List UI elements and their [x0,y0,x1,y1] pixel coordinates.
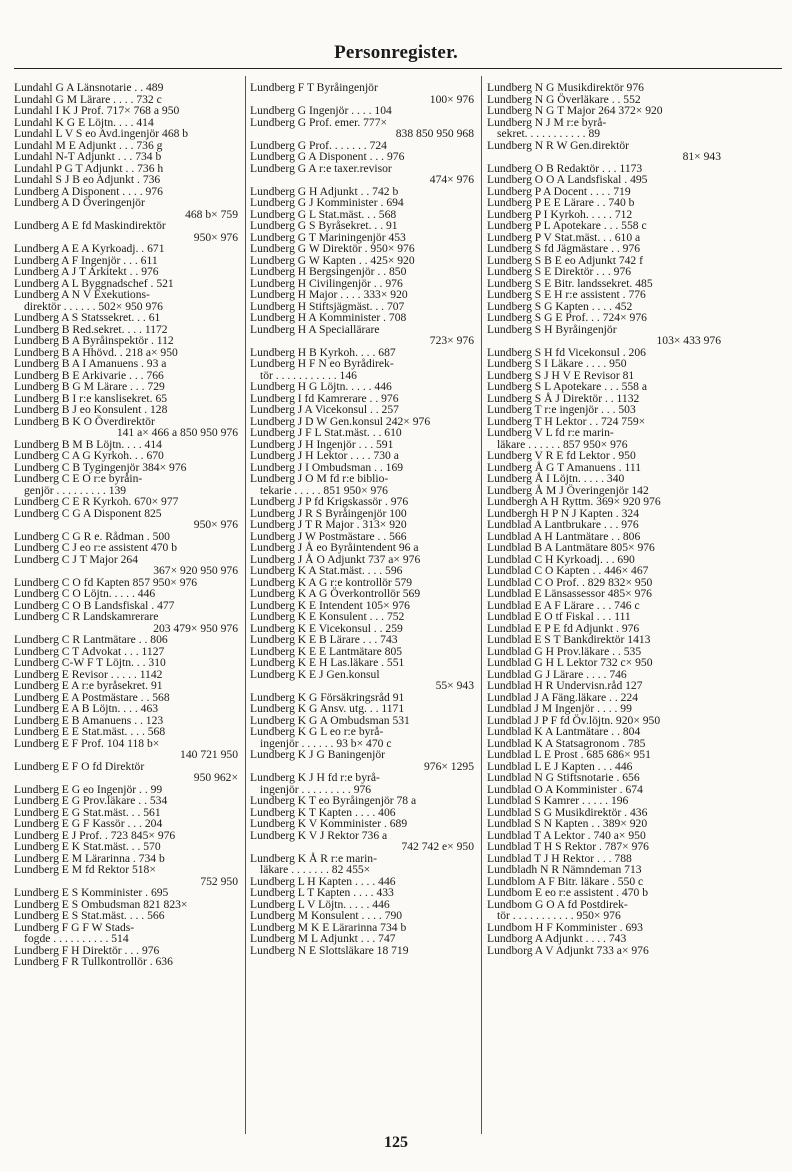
register-entry: Lundberg S fd Jägmästare . . 976 [487,242,641,255]
register-entry: Lundberg C O Löjtn. . . . . 446 [14,587,156,600]
register-entry: Lundberg G A Disponent . . . 976 [250,150,405,163]
entry-page-refs: 140 721 950 [180,748,238,761]
register-entry: Lundberg H G Löjtn. . . . . 446 [250,380,392,393]
register-entry: Lundberg E A B Löjtn. . . . 463 [14,702,159,715]
register-entry: Lundberg B K O Överdirektör [14,414,155,428]
register-entry: Lundberg A F Ingenjör . . . 611 [14,253,158,267]
register-entry: Lundberg C G R e. Rådman . 500 [14,529,170,543]
register-entry: Lundberg M K E Lärarinna 734 b [250,920,407,934]
register-entry: Lundberg J H Lektor . . . . 730 a [250,449,399,462]
register-entry: Lundberg B A Byråinspektör . 112 [14,334,174,347]
register-entry: Lundberg K E H Las.läkare . 551 [250,656,405,669]
register-entry: Lundblad O A Komminister . 674 [487,782,643,796]
entry-page-refs: 103× 433 976 [656,334,721,347]
register-entry: Lundberg Å I Löjtn. . . . . 340 [487,472,625,485]
register-entry: Lundahl P G T Adjunkt . . 736 h [14,161,164,175]
register-entry: Lundberg H F N eo Byrådirek- [250,357,394,370]
register-entry: Lundberg J F L Stat.mäst. . . 610 [250,426,402,439]
register-entry: Lundberg P A Docent . . . . 719 [487,184,631,198]
register-entry: Lundberg N G Överläkare . . 552 [487,92,641,106]
register-entry: Lundberg Å G T Amanuens . 111 [487,460,642,474]
register-entry: Lundberg K E E Lantmätare 805 [250,644,403,658]
entry-page-refs: 976× 1295 [423,759,474,773]
register-entry: Lundberg E F O fd Direktör [14,759,145,773]
register-entry: Lundblad T H S Rektor . 787× 976 [487,840,649,853]
register-entry: Lundberg C E R Kyrkoh. 670× 977 [14,495,179,508]
entry-continuation: läkare . . . . . . . 82 455× [260,863,371,876]
register-entry: Lundberg S Å J Direktör . . 1132 [487,391,640,405]
register-entry: Lundberg E S Komminister . 695 [14,886,169,899]
register-entry: Lundberg K E Konsulent . . . 752 [250,610,405,623]
register-entry: Lundblad S Kamrer . . . . . 196 [487,794,629,807]
register-entry: Lundberg E G Stat.mäst. . . 561 [14,805,161,819]
register-entry: Lundberg L T Kapten . . . . 433 [250,886,394,899]
register-entry: Lundberg P I Kyrkoh. . . . . 712 [487,207,633,221]
register-entry: Lundahl N-T Adjunkt . . . 734 b [14,150,162,163]
register-entry: Lundberg E M Lärarinna . 734 b [14,851,165,865]
register-entry: Lundberg G Prof. emer. 777× [250,115,388,129]
register-entry: Lundblom A F Bitr. läkare . 550 c [487,874,644,888]
register-entry: Lundberg E Revisor . . . . . 1142 [14,667,163,681]
register-entry: Lundberg H Stiftsjägmäst. . . 707 [250,299,405,313]
register-entry: Lundahl M E Adjunkt . . . 736 g [14,138,163,152]
entry-continuation: tekarie . . . . . 851 950× 976 [260,483,388,497]
register-entry: Lundberg J R S Byråingenjör 100 [250,506,407,520]
register-entry: Lundberg B E Arkivarie . . . 766 [14,368,164,382]
register-entry: Lundberg B M B Löjtn. . . . 414 [14,437,162,451]
register-entry: Lundblad A Lantbrukare . . . 976 [487,518,639,531]
entry-continuation: läkare . . . . . . 857 950× 976 [497,437,628,451]
register-entry: Lundberg Å M J Överingenjör 142 [487,483,649,497]
register-entry: Lundberg K T Kapten . . . . 406 [250,805,396,819]
register-entry: Lundberg S G E Prof. . . 724× 976 [487,311,647,324]
register-entry: Lundberg A E A Kyrkoadj. . 671 [14,242,165,255]
register-entry: Lundberg K J G Baningenjör [250,748,386,761]
register-entry: Lundberg N R W Gen.direktör [487,138,630,152]
entry-page-refs: 950× 976 [193,518,238,531]
register-entry: Lundblad B A Lantmätare 805× 976 [487,541,655,554]
register-entry: Lundberg N G Musikdirektör 976 [487,82,644,94]
register-entry: Lundberg K E B Lärare . . . 743 [250,633,398,646]
register-entry: Lundberg C R Lantmätare . . 806 [14,633,168,646]
register-entry: Lundblad G J Lärare . . . . 746 [487,667,627,681]
register-entry: Lundberg E K Stat.mäst. . . 570 [14,840,161,853]
register-entry: Lundborg A V Adjunkt 733 a× 976 [487,943,649,957]
register-entry: Lundberg T H Lektor . . 724 759× [487,414,646,428]
register-entry: Lundahl I K J Prof. 717× 768 a 950 [14,104,180,117]
register-entry: Lundberg B J eo Konsulent . 128 [14,403,168,416]
register-entry: Lundberg N E Slottsläkare 18 719 [250,943,409,957]
entry-page-refs: 474× 976 [429,173,474,186]
register-entry: Lundberg V R E fd Lektor . 950 [487,449,636,462]
register-entry: Lundberg E J Prof. . 723 845× 976 [14,828,176,842]
register-entry: Lundberg M Konsulent . . . . 790 [250,909,403,922]
register-entry: Lundberg E G eo Ingenjör . . 99 [14,782,163,796]
register-entry: Lundberg C G A Disponent 825 [14,506,162,520]
register-entry: Lundberg B A Hhövd. . 218 a× 950 [14,345,178,359]
register-entry: Lundblad K A Lantmätare . . 804 [487,725,641,738]
register-entry: Lundberg E G F Kassör . . . 204 [14,817,163,830]
register-entry: Lundblad N G Stiftsnotarie . 656 [487,771,640,784]
register-entry: Lundblad A H Lantmätare . . 806 [487,529,641,543]
register-entry: Lundberg L V Löjtn. . . . . 446 [250,897,390,911]
register-entry: Lundberg K G A Ombudsman 531 [250,713,410,727]
register-entry: Lundblad J M Ingenjör . . . . 99 [487,702,632,715]
register-entry: Lundberg I fd Kamrerare . . 976 [250,391,399,405]
register-entry: Lundberg E M fd Rektor 518× [14,863,156,876]
register-entry: Lundberg H Civilingenjör . . 976 [250,276,403,290]
register-entry: Lundberg O O A Landsfiskal . 495 [487,173,648,186]
register-entry: Lundberg J H Ingenjör . . . 591 [250,437,394,451]
register-entry: Lundberg S H fd Vicekonsul . 206 [487,345,646,359]
register-entry: Lundberg B G M Lärare . . . 729 [14,380,165,393]
register-entry: Lundahl G M Lärare . . . . 732 c [14,92,162,106]
entry-continuation: tör . . . . . . . . . . . 146 [260,368,357,382]
register-entry: Lundblad S G Musikdirektör . 436 [487,805,648,819]
register-entry: Lundberg K V Komminister . 689 [250,817,408,830]
register-entry: Lundberg K G L eo r:e byrå- [250,725,384,738]
register-entry: Lundblad H R Undervisn.råd 127 [487,679,643,692]
register-entry: Lundberg H Major . . . . 333× 920 [250,288,408,301]
register-entry: Lundberg S E H r:e assistent . 776 [487,288,646,301]
register-entry: Lundberg M L Adjunkt . . . 747 [250,932,396,945]
register-entry: Lundberg V L fd r:e marin- [487,426,614,439]
register-entry: Lundberg J W Postmästare . . 566 [250,529,407,543]
register-entry: Lundberg K Å R r:e marin- [250,851,377,865]
register-entry: Lundberg A L Byggnadschef . 521 [14,276,174,290]
register-entry: Lundberg S E Direktör . . . 976 [487,265,632,278]
entry-page-refs: 55× 943 [435,679,474,692]
register-entry: Lundberg J A Vicekonsul . . 257 [250,403,399,416]
register-entry: Lundberg A S Statssekret. . . 61 [14,311,161,324]
entry-page-refs: 838 850 950 968 [395,127,474,140]
register-entry: Lundberg J P fd Krigskassör . 976 [250,495,409,508]
register-entry: Lundberg K A G r:e kontrollör 579 [250,575,413,589]
register-entry: Lundahl K G E Löjtn. . . . 414 [14,115,154,129]
register-entry: Lundblad C O Prof. . 829 832× 950 [487,575,653,589]
register-entry: Lundberg O B Redaktör . . . 1173 [487,161,643,175]
entry-page-refs: 950 962× [193,771,238,784]
register-entry: Lundberg C R Landskamrerare [14,610,159,623]
register-entry: Lundahl G A Länsnotarie . . 489 [14,82,164,94]
entry-continuation: ingenjör . . . . . . . . . 976 [260,782,372,796]
register-entry: Lundberg J D W Gen.konsul 242× 976 [250,414,431,428]
register-entry: Lundberg H Bergsingenjör . . 850 [250,265,407,278]
register-entry: Lundahl S J B eo Adjunkt . 736 [14,173,161,186]
entry-page-refs: 100× 976 [429,92,474,106]
entry-page-refs: 141 a× 466 a 850 950 976 [116,426,238,439]
page-title: Personregister. [334,42,458,63]
register-entry: Lundberg E B Amanuens . . 123 [14,713,164,727]
register-entry: Lundberg F T Byråingenjör [250,82,378,94]
register-entry: Lundberg P E E Lärare . . 740 b [487,196,635,209]
register-entry: Lundberg K J H fd r:e byrå- [250,771,380,784]
register-entry: Lundberg S J H V E Revisor 81 [487,368,635,382]
register-column-3 [487,82,723,1144]
column-divider [481,76,482,1134]
register-entry: Lundberg N J M r:e byrå- [487,115,607,129]
register-entry: Lundberg E S Stat.mäst. . . . 566 [14,909,165,922]
register-entry: Lundberg J Å O Adjunkt 737 a× 976 [250,552,421,566]
register-entry: Lundberg H A Speciallärare [250,322,380,336]
register-entry: Lundbom E eo r:e assistent . 470 b [487,886,648,899]
register-entry: Lundberg B Red.sekret. . . . 1172 [14,322,168,336]
register-entry: Lundblad K A Statsagronom . 785 [487,736,646,750]
register-entry: Lundberg C T Advokat . . . 1127 [14,644,165,658]
register-entry: Lundberg G H Adjunkt . . 742 b [250,184,399,198]
register-entry: Lundberg G W Kapten . . 425× 920 [250,253,415,267]
entry-page-refs: 742 742 e× 950 [401,840,474,853]
register-entry: Lundberg E E Stat.mäst. . . . 568 [14,725,166,738]
register-entry: Lundberg C A G Kyrkoh. . . 670 [14,449,164,462]
register-entry: Lundberg E A Postmästare . . 568 [14,690,170,704]
register-entry: Lundberg K G Försäkringsråd 91 [250,690,405,704]
register-entry: Lundberg A N V Exekutions- [14,288,150,301]
register-entry: Lundblad S N Kapten . . 389× 920 [487,817,648,830]
entry-page-refs: 203 479× 950 976 [153,621,238,635]
register-column-1 [14,82,240,1144]
register-entry: Lundblad J A Fäng.läkare . . 224 [487,690,639,704]
register-entry: Lundberg J T R Major . 313× 920 [250,518,407,531]
register-entry: Lundblad T J H Rektor . . . 788 [487,851,632,865]
entry-page-refs: 723× 976 [429,334,474,347]
register-entry: Lundberg E G Prov.läkare . . 534 [14,794,168,807]
register-entry: Lundblad E Länsassessor 485× 976 [487,587,652,600]
entry-page-refs: 367× 920 950 976 [153,564,238,577]
register-entry: Lundberg G Prof. . . . . . . 724 [250,138,387,152]
register-entry: Lundberg P L Apotekare . . . 558 c [487,219,647,232]
register-entry: Lundblad E A F Lärare . . . 746 c [487,598,640,612]
register-entry: Lundblad C O Kapten . . 446× 467 [487,564,649,577]
register-entry: Lundberg S G Kapten . . . . 452 [487,299,633,313]
entry-page-refs: 950× 976 [193,230,238,244]
register-entry: Lundbom H F Komminister . 693 [487,920,643,934]
register-entry: Lundbergh A H Ryttm. 369× 920 976 [487,495,661,508]
register-entry: Lundberg J I Ombudsman . . 169 [250,460,404,474]
register-entry: Lundberg E F Prof. 104 118 b× [14,736,160,750]
register-entry: Lundberg T r:e ingenjör . . . 503 [487,403,636,416]
register-entry: Lundberg F R Tullkontrollör . 636 [14,955,173,968]
register-entry: Lundberg S H Byråingenjör [487,322,617,336]
register-entry: Lundberg K E Vicekonsul . . 259 [250,621,403,635]
register-entry: Lundberg J Å eo Byråintendent 96 a [250,541,419,554]
register-entry: Lundblad L E Prost . 685 686× 951 [487,748,651,761]
register-entry: Lundblad G H L Lektor 732 c× 950 [487,656,653,669]
register-entry: Lundberg C O B Landsfiskal . 477 [14,598,175,612]
entry-page-refs: 81× 943 [682,150,721,163]
register-entry: Lundberg L H Kapten . . . . 446 [250,874,396,888]
register-entry: Lundberg G J Komminister . 694 [250,196,404,209]
register-entry: Lundberg A E fd Maskindirektör [14,219,166,232]
register-entry: Lundberg C-W F T Löjtn. . . 310 [14,656,166,669]
column-divider [245,76,246,1134]
register-entry: Lundberg K E J Gen.konsul [250,667,380,681]
register-entry: Lundberg G Ingenjör . . . . 104 [250,104,392,117]
register-entry: Lundberg K A Stat.mäst. . . . 596 [250,564,403,577]
register-entry: Lundberg E A r:e byråsekret. 91 [14,679,163,692]
register-entry: Lundberg K E Intendent 105× 976 [250,598,410,612]
register-entry: Lundberg H A Komminister . 708 [250,311,407,324]
register-entry: Lundberg C E O r:e byråin- [14,472,143,485]
register-entry: Lundberg B A I Amanuens . 93 a [14,357,167,370]
register-entry: Lundberg P V Stat.mäst. . . 610 a [487,230,641,244]
entry-continuation: sekret. . . . . . . . . . . 89 [497,127,601,140]
register-entry: Lundberg S E Bitr. landssekret. 485 [487,276,653,290]
entry-continuation: tör . . . . . . . . . . . 950× 976 [497,909,621,922]
register-entry: Lundbergh H P N J Kapten . 324 [487,506,639,520]
register-entry: Lundbladh N R Nämndeman 713 [487,863,642,876]
register-entry: Lundberg H B Kyrkoh. . . . 687 [250,345,396,359]
entry-continuation: genjör . . . . . . . . . 139 [24,483,127,497]
register-entry: Lundblad G H Prov.läkare . . 535 [487,644,642,658]
register-entry: Lundberg S L Apotekare . . . 558 a [487,380,648,393]
register-entry: Lundberg E S Ombudsman 821 823× [14,897,188,911]
register-entry: Lundbom G O A fd Postdirek- [487,897,628,911]
register-entry: Lundberg F H Direktör . . . 976 [14,943,160,957]
register-entry: Lundberg G S Byråsekret. . . 91 [250,219,398,232]
register-entry: Lundberg G L Stat.mäst. . . 568 [250,207,397,221]
register-entry: Lundberg C B Tygingenjör 384× 976 [14,460,187,474]
register-entry: Lundblad T A Lektor . 740 a× 950 [487,828,646,842]
register-entry: Lundberg G A r:e taxer.revisor [250,161,392,175]
register-entry: Lundblad L E J Kapten . . . 446 [487,759,633,773]
register-entry: Lundberg K G Ansv. utg. . . 1171 [250,702,405,715]
register-entry: Lundberg N G T Major 264 372× 920 [487,104,663,117]
entry-page-refs: 468 b× 759 [185,207,238,221]
entry-continuation: direktör . . . . . . 502× 950 976 [24,299,163,313]
register-entry: Lundberg B I r:e kanslisekret. 65 [14,391,168,405]
register-entry: Lundberg K T eo Byråingenjör 78 a [250,794,417,807]
entry-continuation: fogde . . . . . . . . . . 514 [24,932,129,945]
register-entry: Lundberg J O M fd r:e biblio- [250,472,389,485]
register-entry: Lundblad E O tf Fiskal . . . 111 [487,610,631,623]
register-entry: Lundberg A J T Arkitekt . . 976 [14,265,159,278]
register-entry: Lundberg F G F W Stads- [14,920,135,934]
header-rule [14,68,782,69]
register-entry: Lundborg A Adjunkt . . . . 743 [487,932,627,945]
register-entry: Lundberg K V J Rektor 736 a [250,828,388,842]
register-entry: Lundberg G W Direktör . 950× 976 [250,242,415,255]
register-entry: Lundberg S B E eo Adjunkt 742 f [487,253,643,267]
entry-continuation: ingenjör . . . . . . 93 b× 470 c [260,736,392,750]
register-entry: Lundberg C J eo r:e assistent 470 b [14,541,178,554]
register-entry: Lundberg A Disponent . . . . 976 [14,184,163,198]
register-entry: Lundblad J P F fd Öv.löjtn. 920× 950 [487,713,661,727]
register-entry: Lundberg A D Överingenjör [14,196,145,209]
register-entry: Lundberg G T Mariningenjör 453 [250,230,406,244]
register-entry: Lundberg C O fd Kapten 857 950× 976 [14,575,198,589]
register-entry: Lundblad E S T Bankdirektör 1413 [487,633,651,646]
entry-page-refs: 752 950 [200,874,238,888]
register-entry: Lundblad E P E fd Adjunkt . 976 [487,621,640,635]
register-entry: Lundberg S I Läkare . . . . 950 [487,357,627,370]
register-entry: Lundahl L V S eo Avd.ingenjör 468 b [14,127,189,140]
register-column-2 [250,82,476,1144]
register-entry: Lundberg K A G Överkontrollör 569 [250,587,421,600]
page-number: 125 [384,1134,408,1151]
register-entry: Lundberg C J T Major 264 [14,552,138,566]
register-entry: Lundblad C H Kyrkoadj. . . 690 [487,552,635,566]
